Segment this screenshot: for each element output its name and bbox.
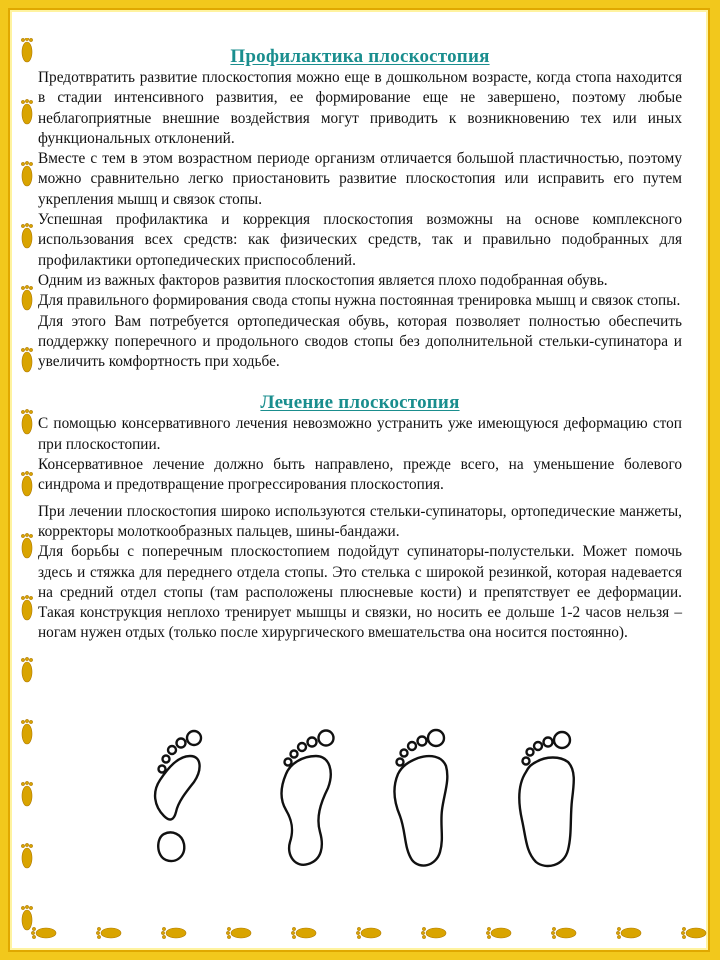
footprint-border-icon (291, 927, 316, 938)
footprint-border-icon (21, 595, 32, 620)
paragraph: Предотвратить развитие плоскостопия можно еще в дошкольном возрасте, когда стопа находится в стадии интенсивного развития, ее формирование еще не завершено, поэтому любые неблагоприятные внешние воздействия могут приводить к возникновению тех или иных функциональных отклонений. (38, 69, 682, 147)
section-title-treatment: Лечение плоскостопия (260, 392, 460, 414)
paragraph: Для правильного формирования свода стопы нужна постоянная тренировка мышц и связок стопы. (38, 292, 681, 310)
footprint-border-icon (21, 781, 32, 806)
footprint-border-icon (421, 927, 446, 938)
paragraph: Для этого Вам потребуется ортопедическая обувь, которая позволяет полностью обеспечить поддержку поперечного и продольного сводов стопы без дополнительной стельки-супинатора и увеличить комфортность при ходьбе. (38, 312, 682, 371)
paragraph: При лечении плоскостопия широко используются стельки-супинаторы, ортопедические манжеты, корректоры молоткообразных пальцев, шины-бандажи. (38, 502, 682, 540)
article (38, 46, 682, 644)
paragraph: Для борьбы с поперечным плоскостопием подойдут супинаторы-полустельки. Может помочь здесь и стяжка для переднего отдела стопы. Это стелька с широкой резинкой, которая надевается на средний отдел стопы (там расположены плюсневые кости) и препятствует ее деформации. Такая конструкция неплохо тренирует мышцы и связки, но носить ее дольше 1-2 часов нельзя – ногам нужен отдых (только после хирургического вмешательства она носится постоянно). (38, 543, 682, 642)
footprint-border-icon (21, 38, 32, 62)
footprint-border-icon (21, 347, 32, 372)
footprint-border-icon (551, 927, 576, 938)
footprint-border-icon (21, 99, 32, 124)
footprint-illustration (130, 722, 610, 882)
footprint-icon (394, 730, 447, 866)
footprint-border-icon (681, 927, 706, 938)
footprint-border-icon (21, 719, 32, 744)
paragraph: Вместе с тем в этом возрастном периоде организм отличается большой пластичностью, поэтому можно сравнительно легко приостановить развитие плоскостопия или исправить его путем укрепления мышц и связок стопы. (38, 150, 682, 208)
footprint-border-icon (161, 927, 186, 938)
footprint-border-bottom (28, 920, 718, 946)
footprint-border-icon (21, 161, 32, 186)
section-treatment (38, 392, 682, 643)
footprint-border-icon (21, 843, 32, 868)
footprint-border-icon (226, 927, 251, 938)
footprint-border-icon (31, 927, 56, 938)
footprint-border-left (16, 38, 38, 938)
footprint-icon (519, 732, 573, 866)
section-title-prevention: Профилактика плоскостопия (230, 46, 490, 67)
footprint-border-icon (21, 657, 32, 682)
paragraph: Успешная профилактика и коррекция плоскостопия возможны на основе комплексного использования всех средств: как физических средств, так и правильно подобранных для профилактики ортопедических приспособлений. (38, 211, 682, 269)
paragraph: Одним из важных факторов развития плоскостопия является плохо подобранная обувь. (38, 271, 608, 289)
footprint-border-icon (21, 223, 32, 248)
footprint-border-icon (21, 533, 32, 558)
footprint-border-icon (21, 471, 32, 496)
footprint-border-icon (21, 285, 32, 310)
footprint-border-icon (616, 927, 641, 938)
section-prevention (38, 46, 682, 372)
footprint-border-icon (21, 409, 32, 434)
paragraph: Консервативное лечение должно быть направлено, прежде всего, на уменьшение болевого синдрома и предотвращение прогрессирования плоскостопия. (38, 456, 682, 494)
footprint-border-icon (356, 927, 381, 938)
paragraph: С помощью консервативного лечения невозможно устранить уже имеющуюся деформацию стоп при плоскостопии. (38, 415, 682, 453)
footprint-border-icon (486, 927, 511, 938)
footprint-icon (155, 731, 201, 861)
footprint-border-icon (96, 927, 121, 938)
footprint-icon (282, 731, 334, 865)
